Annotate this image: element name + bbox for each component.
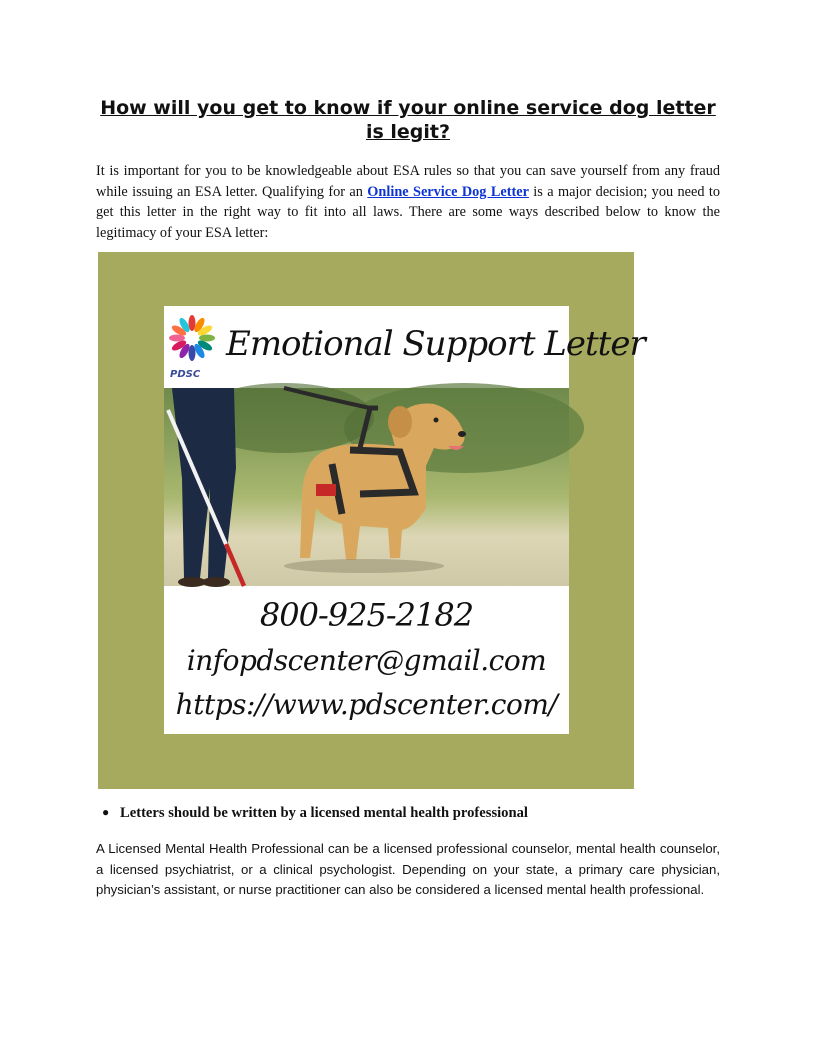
bullet-text: Letters should be written by a licensed mental health professional	[120, 805, 528, 821]
logo-text: PDSC	[170, 369, 201, 380]
bullet-dot-icon: ●	[102, 805, 110, 819]
guide-dog-photo	[164, 388, 569, 586]
promo-headline: Emotional Support Letter	[226, 324, 645, 364]
promo-email: infopdscenter@gmail.com	[186, 644, 547, 677]
intro-text-after: is a major decision; you need to get this letter in the right way to fit into all laws. There are some ways described below to know the legitimacy of your ESA letter:	[96, 183, 720, 241]
intro-text-before: It is important for you to be knowledgeable about ESA rules so that you can save yourself from any fraud while issuing an ESA letter. Qualifying for an	[96, 163, 720, 200]
body-paragraph: A Licensed Mental Health Professional can be a licensed professional counselor, mental health counselor, a licensed psychiatrist, or a clinical psychologist. Depending on your state, a primary care physician, physician’s assistant, or nurse practitioner can also be considered a licensed mental health professional.	[96, 841, 720, 898]
promo-image	[98, 252, 645, 789]
bullet-item	[102, 805, 528, 822]
promo-header	[164, 306, 645, 388]
online-service-dog-letter-link[interactable]: Online Service Dog Letter	[367, 183, 529, 200]
intro-paragraph	[96, 161, 720, 243]
page-title: How will you get to know if your online service dog letter is legit?	[100, 97, 716, 143]
promo-phone: 800-925-2182	[259, 596, 474, 634]
promo-website: https://www.pdscenter.com/	[175, 688, 558, 721]
promo-card	[164, 306, 645, 734]
